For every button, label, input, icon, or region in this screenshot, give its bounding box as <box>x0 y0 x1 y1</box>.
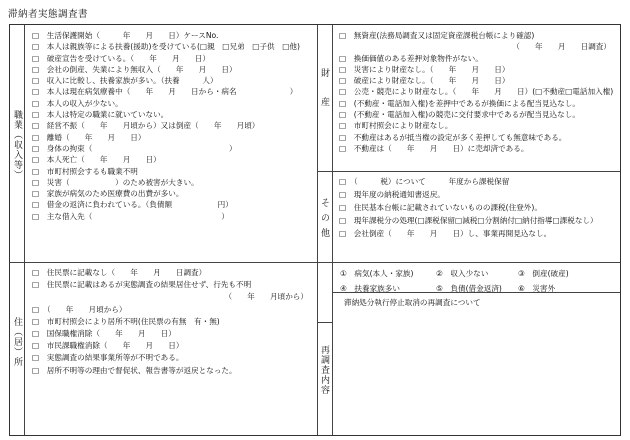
list-item: □ 本人死亡（ 年 月 日） <box>32 155 161 165</box>
list-item: □ 経営不振（ 年 月頃から）又は倒産（ 年 月頃） <box>32 121 260 131</box>
list-item: □ 生活保護開始（ 年 月 日）ケースNo. <box>32 31 219 40</box>
list-item: □ 住民票に記載なし（ 年 月 日調査） <box>32 268 207 277</box>
list-item: □ 本人は親族等による扶養(援助)を受けている(□親 □兄弟 □子供 □他) <box>32 42 300 52</box>
section-label-assets: 財産 <box>319 68 329 126</box>
list-item: □ 主な借入先（ ） <box>32 211 230 221</box>
list-item: □ 災害により財産なし。（ 年 月 日） <box>339 64 510 74</box>
list-item: □ 不動産は（ 年 月 日）に売却済である。 <box>339 143 529 153</box>
list-item: □ 公売・競売により財産なし。（ 年 月 日）(□不動産□電話加入権) <box>339 87 614 97</box>
list-item: □ 本人は特定の職業に就いていない。 <box>32 110 169 120</box>
reasons-legend <box>340 268 616 295</box>
list-item: □ 国保職権消除（ 年 月 日） <box>32 328 176 338</box>
list-item: □ 現年課税分の処理(□課税保留□減税□分割納付□納付指導□課税なし） <box>339 216 598 225</box>
divider <box>317 262 620 263</box>
list-item: □ 借金の返済に負われている。（負債額 円） <box>32 200 233 210</box>
reason-item: ② 収入少ない <box>436 269 489 278</box>
list-item: □ 不動産はあるが抵当権の設定が多く差押しても無意味である。 <box>339 132 567 142</box>
list-item: （ 年 月 日調査） <box>512 42 611 52</box>
list-item: □ 破産により財産なし。（ 年 月 日） <box>339 76 510 86</box>
reason-item: ③ 倒産(破産) <box>518 269 569 278</box>
section-label-other: その他 <box>319 197 329 243</box>
list-item: □ 収入に比較し、扶養家族が多い。（扶養 人） <box>32 76 218 86</box>
reinvestigation-text: 滞納処分執行停止取消の再調査について <box>344 298 481 307</box>
section-label-residence: 住（居）所 <box>12 317 22 367</box>
section-label-work-income: 職業（収入等） <box>12 110 22 180</box>
list-item: □ 住民票に記載はあるが実態調査の結果居住せず、行先も不明 <box>32 280 252 290</box>
list-item: □ 無資産(法務局調査又は固定資産課税台帳により確認) <box>339 31 535 40</box>
list-item: □ 市民課職権消除（ 年 月 日） <box>32 341 184 351</box>
list-item: □ 会社倒産（ 年 月 日）し、事業再開見込なし。 <box>339 229 552 238</box>
list-item: □ （ 税）について 年度から課税保留 <box>339 177 510 186</box>
section-label-reinvestigation: 再調査内容 <box>319 345 329 395</box>
survey-form <box>9 24 621 436</box>
other-list <box>339 175 617 240</box>
list-item: □ 市町村照会するも職業不明 <box>32 166 138 176</box>
list-item: □ 住民基本台帳に記載されていないものの課税(住登外)。 <box>339 203 542 212</box>
work-income-list <box>32 30 314 222</box>
divider <box>317 322 332 323</box>
list-item: □ 本人は現在病気療養中（ 年 月 日から・病名 ） <box>32 87 298 97</box>
list-item: □ 離婚（ 年 月 日） <box>32 132 146 142</box>
divider <box>332 25 333 435</box>
residence-list <box>32 267 314 377</box>
divider <box>24 25 25 435</box>
list-item: （ 年 月頃から） <box>224 292 308 302</box>
reason-item: ⑤ 負債(借金返済) <box>436 284 502 293</box>
list-item: □ 身体の拘束（ ） <box>32 143 237 153</box>
list-item: □ 現年度の納税通知書返戻。 <box>339 190 445 199</box>
list-item: □ 会社の倒産、失業により無収入（ 年 月 日） <box>32 64 237 74</box>
list-item: □ 市町村照会により居所不明(住民票の有無 有・無) <box>32 316 220 326</box>
page-title: 滞納者実態調査書 <box>8 9 89 20</box>
divider <box>317 171 620 172</box>
list-item: □ 災害（ ）のため被害が大きい。 <box>32 177 199 187</box>
list-item: □ 換価価値のある差押対象物件がない。 <box>339 53 483 63</box>
assets-list <box>339 30 617 154</box>
list-item: □ (不動産・電話加入権)を差押中であるが換価による配当見込なし。 <box>339 98 580 108</box>
list-item: □ 破産宣告を受けている。（ 年 月 日） <box>32 53 211 63</box>
reason-item: ① 病気(本人・家族) <box>340 269 414 278</box>
reason-item: ⑥ 災害外 <box>518 284 556 293</box>
divider <box>10 262 317 263</box>
reason-item: ④ 扶養家族多い <box>340 284 400 293</box>
list-item: □ 家族が病気のため医療費の出費が多い。 <box>32 189 184 199</box>
list-item: □ 市町村照会により財産なし。 <box>339 121 453 131</box>
list-item: □ （ 年 月頃から） <box>32 304 127 314</box>
list-item: □ 実態調査の結果事業所等が不明である。 <box>32 353 184 363</box>
list-item: □ 居所不明等の理由で督促状、報告書等が返戻となった。 <box>32 365 237 375</box>
list-item: □ 本人の収入が少ない。 <box>32 98 123 108</box>
list-item: □ (不動産・電話加入権)の競売に交付要求中であるが配当見込なし。 <box>339 110 580 120</box>
